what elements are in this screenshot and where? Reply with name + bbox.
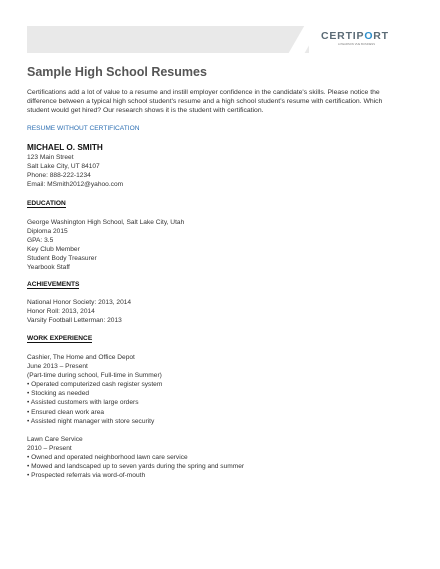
job-2-block [27, 435, 244, 480]
education-line: Student Body Treasurer [27, 255, 97, 263]
contact-line: Email: MSmith2012@yahoo.com [27, 181, 124, 189]
intro-line: Certifications add a lot of value to a resume and instill employer confidence in the candidate's skills. Please notice the [27, 89, 380, 96]
achievement-line: National Honor Society: 2013, 2014 [27, 299, 132, 306]
achievements-heading [27, 281, 79, 288]
page-title: Sample High School Resumes [27, 65, 207, 79]
education-heading [27, 200, 66, 207]
intro-paragraph [27, 88, 419, 115]
intro-line: difference between a typical high school student's resume and a high school student's resume with certification. Which [27, 98, 383, 105]
education-line: Key Club Member [27, 246, 80, 254]
job-line: • Prospected referrals via word-of-mouth [27, 472, 146, 480]
achievement-line: Varsity Football Letterman: 2013 [27, 317, 122, 325]
job-1-block [27, 353, 162, 426]
job-line: Cashier, The Home and Office Depot [27, 354, 135, 361]
certiport-logo [321, 30, 389, 42]
education-block [27, 218, 184, 273]
logo-tagline: A PEARSON VUE BUSINESS [338, 43, 376, 46]
job-line: • Operated computerized cash register system [27, 381, 163, 389]
logo-text-pre: CERTIP [321, 30, 365, 42]
education-line: Yearbook Staff [27, 264, 70, 272]
job-line: • Assisted night manager with store security [27, 417, 155, 425]
job-line: • Assisted customers with large orders [27, 399, 139, 407]
achievements-block [27, 298, 131, 325]
intro-line: student would get hired? Our research shows it is the student with certification. [27, 107, 264, 114]
achievement-line: Honor Roll: 2013, 2014 [27, 308, 95, 316]
contact-line: Salt Lake City, UT 84107 [27, 163, 100, 171]
work-heading-text: WORK EXPERIENCE [27, 335, 93, 342]
logo-text-post: RT [373, 30, 389, 42]
job-line: • Owned and operated neighborhood lawn care service [27, 454, 188, 462]
job-line: • Mowed and landscaped up to seven yards during the spring and summer [27, 463, 245, 471]
job-line: (Part-time during school, Full-time in Summer) [27, 372, 162, 380]
job-line: • Ensured clean work area [27, 408, 105, 416]
job-line: June 2013 – Present [27, 363, 88, 371]
education-line: Diploma 2015 [27, 228, 68, 236]
logo-text-o: O [364, 30, 374, 42]
education-line: George Washington High School, Salt Lake City, Utah [27, 219, 185, 226]
contact-block [27, 153, 123, 189]
education-heading-text: EDUCATION [27, 200, 66, 207]
job-line: Lawn Care Service [27, 436, 83, 443]
job-line: 2010 – Present [27, 445, 72, 453]
education-line: GPA: 3.5 [27, 237, 54, 245]
contact-line: 123 Main Street [27, 154, 74, 161]
candidate-name: MICHAEL O. SMITH [27, 143, 103, 152]
job-line: • Stocking as needed [27, 390, 90, 398]
section-label: RESUME WITHOUT CERTIFICATION [27, 125, 140, 132]
work-heading [27, 335, 92, 342]
achievements-heading-text: ACHIEVEMENTS [27, 281, 80, 288]
contact-line: Phone: 888-222-1234 [27, 172, 91, 180]
